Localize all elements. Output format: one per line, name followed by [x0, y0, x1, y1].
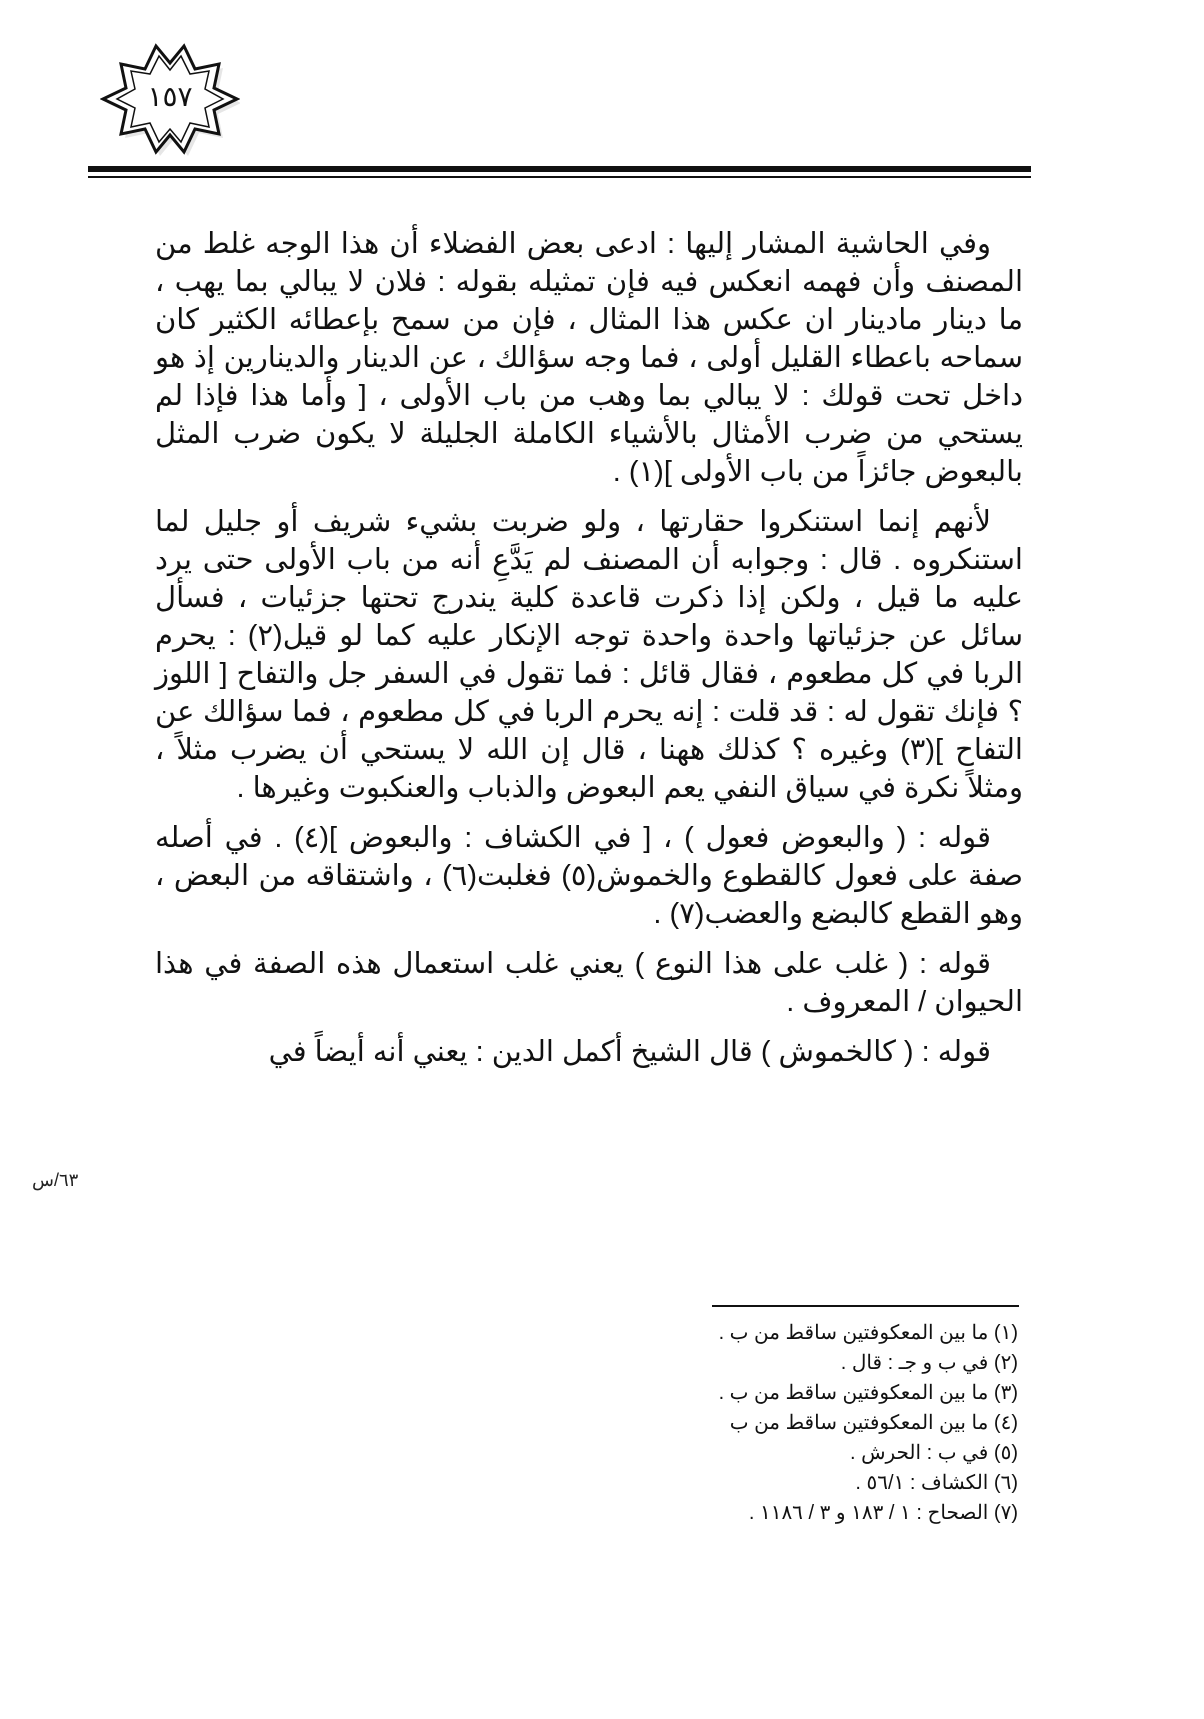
header-rule — [88, 166, 1031, 172]
paragraph: وفي الحاشية المشار إليها : ادعى بعض الفضلاء أن هذا الوجه غلط من المصنف وأن فهمه انعكس فيه فإن تمثيله بقوله : فلان لا يبالي بما يهب ، ما دينار مادينار ان عكس هذا المثال ، فإن من سمح بإعطائه الكثير كان سماحه باعطاء القليل أولى ، فما وجه سؤالك ، عن الدينار والدينارين إذ هو داخل تحت قولك : لا يبالي بما وهب من باب الأولى ، [ وأما هذا فإذا لم يستحي من ضرب الأمثال بالأشياء الكاملة الجليلة لا يكون ضرب المثل بالبعوض جائزاً من باب الأولى ](١) . — [155, 228, 1023, 488]
footnote: (٢) في ب و جـ : قال . — [840, 1352, 1018, 1374]
footnote: (٧) الصحاح : ١ / ١٨٣ و ٣ / ١١٨٦ . — [748, 1502, 1018, 1524]
margin-note: ٦٣/س — [32, 1170, 79, 1190]
footnote: (٤) ما بين المعكوفتين ساقط من ب — [729, 1412, 1018, 1434]
page-number-badge — [100, 42, 240, 162]
main-text — [155, 225, 1023, 1083]
header-rule-thin — [88, 176, 1031, 178]
paragraph: قوله : ( والبعوض فعول ) ، [ في الكشاف : والبعوض ](٤) . في أصله صفة على فعول كالقطوع والخموش(٥) فغلبت(٦) ، واشتقاقه من البعض ، وهو القطع كالبضع والعضب(٧) . — [155, 822, 1023, 930]
footnotes — [560, 1318, 1018, 1528]
footnote: (٣) ما بين المعكوفتين ساقط من ب . — [718, 1382, 1018, 1404]
page-number: ١٥٧ — [147, 80, 193, 113]
paragraph: قوله : ( غلب على هذا النوع ) يعني غلب استعمال هذه الصفة في هذا الحيوان / المعروف . — [155, 948, 1023, 1018]
footnote-separator — [712, 1305, 1019, 1307]
footnote: (٥) في ب : الحرش . — [849, 1442, 1018, 1464]
paragraph: قوله : ( كالخموش ) قال الشيخ أكمل الدين : يعني أنه أيضاً في — [268, 1036, 991, 1068]
paragraph: لأنهم إنما استنكروا حقارتها ، ولو ضربت بشيء شريف أو جليل لما استنكروه . قال : وجوابه أن المصنف لم يَدَّعِ أنه من باب الأولى حتى يرد عليه ما قيل ، ولكن إذا ذكرت قاعدة كلية يندرج تحتها جزئيات ، فسأل سائل عن جزئياتها واحدة واحدة توجه الإنكار عليه كما لو قيل(٢) : يحرم الربا في كل مطعوم ، فقال قائل : فما تقول في السفر جل والتفاح [ اللوز ؟ فإنك تقول له : قد قلت : إنه يحرم الربا في كل مطعوم ، فما سؤالك عن التفاح ](٣) وغيره ؟ كذلك ههنا ، قال إن الله لا يستحي أن يضرب مثلاً ، ومثلاً نكرة في سياق النفي يعم البعوض والذباب والعنكبوت وغيرها . — [155, 506, 1023, 804]
footnote: (٦) الكشاف : ٥٦/١ . — [855, 1472, 1018, 1494]
footnote: (١) ما بين المعكوفتين ساقط من ب . — [718, 1322, 1018, 1344]
